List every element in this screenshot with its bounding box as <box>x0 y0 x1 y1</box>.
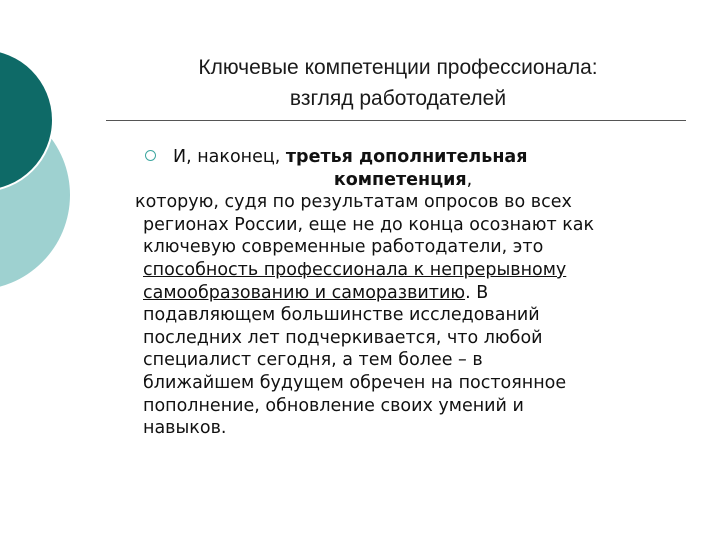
bullet-line-4: регионах России, еще не до конца осознают как <box>143 214 595 235</box>
bullet-line-8: подавляющем большинстве исследований <box>143 305 540 326</box>
title-line-2: взгляд работодателей <box>289 87 507 110</box>
underlined-line-1: способность профессионала к непрерывному <box>143 259 567 280</box>
circle-bullet-icon <box>145 150 156 161</box>
decorative-circles <box>0 0 120 320</box>
bullet-line-1 <box>173 146 720 169</box>
bullet-intro: И, наконец, <box>173 147 286 167</box>
bullet-line-12: пополнение, обновление своих умений и <box>143 395 524 416</box>
after-underline: . В <box>465 282 489 303</box>
title-line-1: Ключевые компетенции профессионала: <box>198 56 598 79</box>
bullet-paragraph <box>135 146 703 440</box>
bullet-line-2 <box>143 169 703 192</box>
title-divider <box>106 120 686 121</box>
slide-title <box>108 52 688 114</box>
bold-phrase-1: третья дополнительная <box>285 147 528 167</box>
bullet-line-3: которую, судя по результатам опросов во всех <box>135 192 572 213</box>
bullet-line-5: ключевую современные работодатели, это <box>143 237 544 258</box>
comma: , <box>466 169 473 190</box>
bullet-line-13: навыков. <box>143 418 227 439</box>
bullet-line-9: последних лет подчеркивается, что любой <box>143 327 543 348</box>
bullet-line-7 <box>143 282 703 305</box>
bullet-line-11: ближайшем будущем обречен на постоянное <box>143 372 567 393</box>
bold-phrase-2: компетенция <box>333 169 467 190</box>
underlined-phrase-2: самообразованию и саморазвитию <box>143 282 466 303</box>
bullet-line-10: специалист сегодня, а тем более – в <box>143 350 483 371</box>
